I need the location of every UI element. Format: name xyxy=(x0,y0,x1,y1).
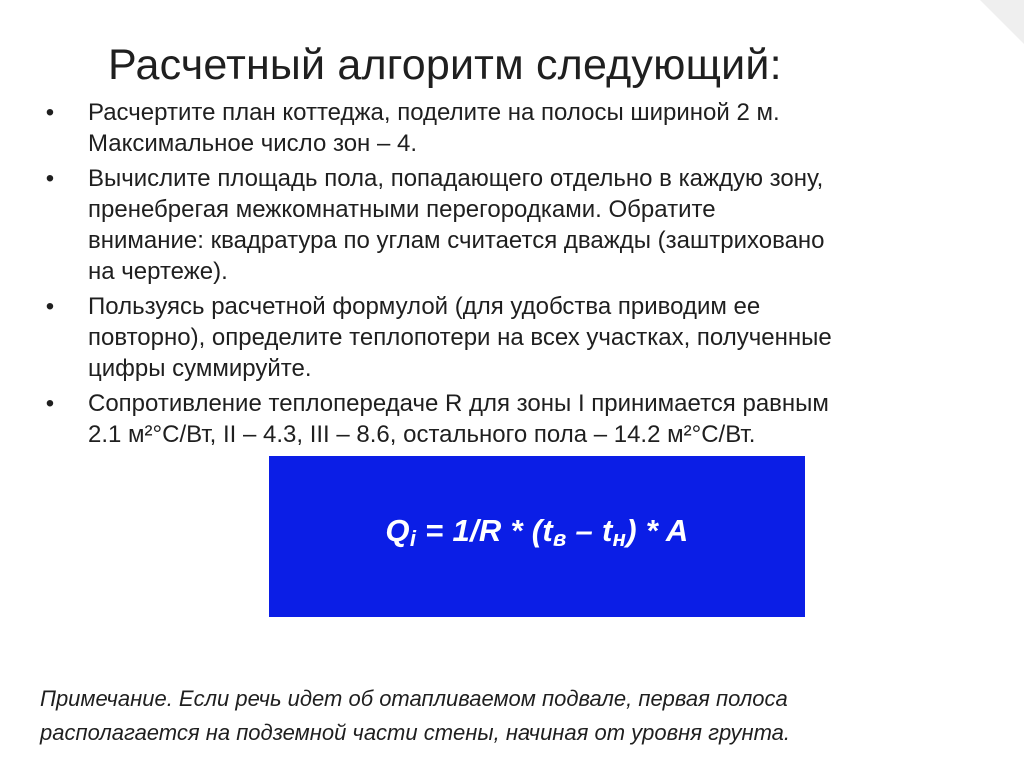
formula-subscript: i xyxy=(409,525,417,551)
bullet-line: на чертеже). xyxy=(88,258,228,285)
bullet-line: повторно), определите теплопотери на всех участках, полученные xyxy=(88,324,832,351)
bullet-item xyxy=(40,291,990,384)
bullet-item xyxy=(40,163,990,287)
heat-loss-formula xyxy=(385,513,688,549)
note-line: Примечание. Если речь идет об отапливаемом подвале, первая полоса xyxy=(40,686,788,711)
formula-middle: = 1/R * (t xyxy=(416,512,554,548)
bullet-line: Расчертите план коттеджа, поделите на полосы шириной 2 м. xyxy=(88,99,780,126)
slide-title: Расчетный алгоритм следующий: xyxy=(108,40,782,89)
bullet-line: Вычислите площадь пола, попадающего отдельно в каждую зону, xyxy=(88,165,824,192)
bullet-line: пренебрегая межкомнатными перегородками. Обратите xyxy=(88,196,716,223)
formula-box xyxy=(269,456,805,617)
bullet-dot-icon: • xyxy=(45,293,55,320)
bullet-line: цифры суммируйте. xyxy=(88,355,312,382)
page-curl-corner xyxy=(980,0,1024,44)
bullet-line: Пользуясь расчетной формулой (для удобства приводим ее xyxy=(88,293,761,320)
bullet-line: 2.1 м²°С/Вт, II – 4.3, III – 8.6, остального пола – 14.2 м²°С/Вт. xyxy=(88,421,756,448)
formula-dash: – t xyxy=(566,512,613,548)
bullet-line: Максимальное число зон – 4. xyxy=(88,130,417,157)
formula-subscript: н xyxy=(612,525,627,551)
formula-subscript: в xyxy=(553,525,567,551)
bullet-item xyxy=(40,388,990,450)
note-line: располагается на подземной части стены, начиная от уровня грунта. xyxy=(40,720,790,745)
formula-lhs: Q xyxy=(385,512,410,548)
bullet-list xyxy=(40,97,990,454)
bullet-item xyxy=(40,97,990,159)
formula-rhs: ) * A xyxy=(626,512,689,548)
note xyxy=(40,682,1000,750)
bullet-line: Сопротивление теплопередаче R для зоны I принимается равным xyxy=(88,390,829,417)
bullet-line: внимание: квадратура по углам считается дважды (заштриховано xyxy=(88,227,825,254)
bullet-dot-icon: • xyxy=(45,99,55,126)
bullet-dot-icon: • xyxy=(45,390,55,417)
bullet-dot-icon: • xyxy=(45,165,55,192)
